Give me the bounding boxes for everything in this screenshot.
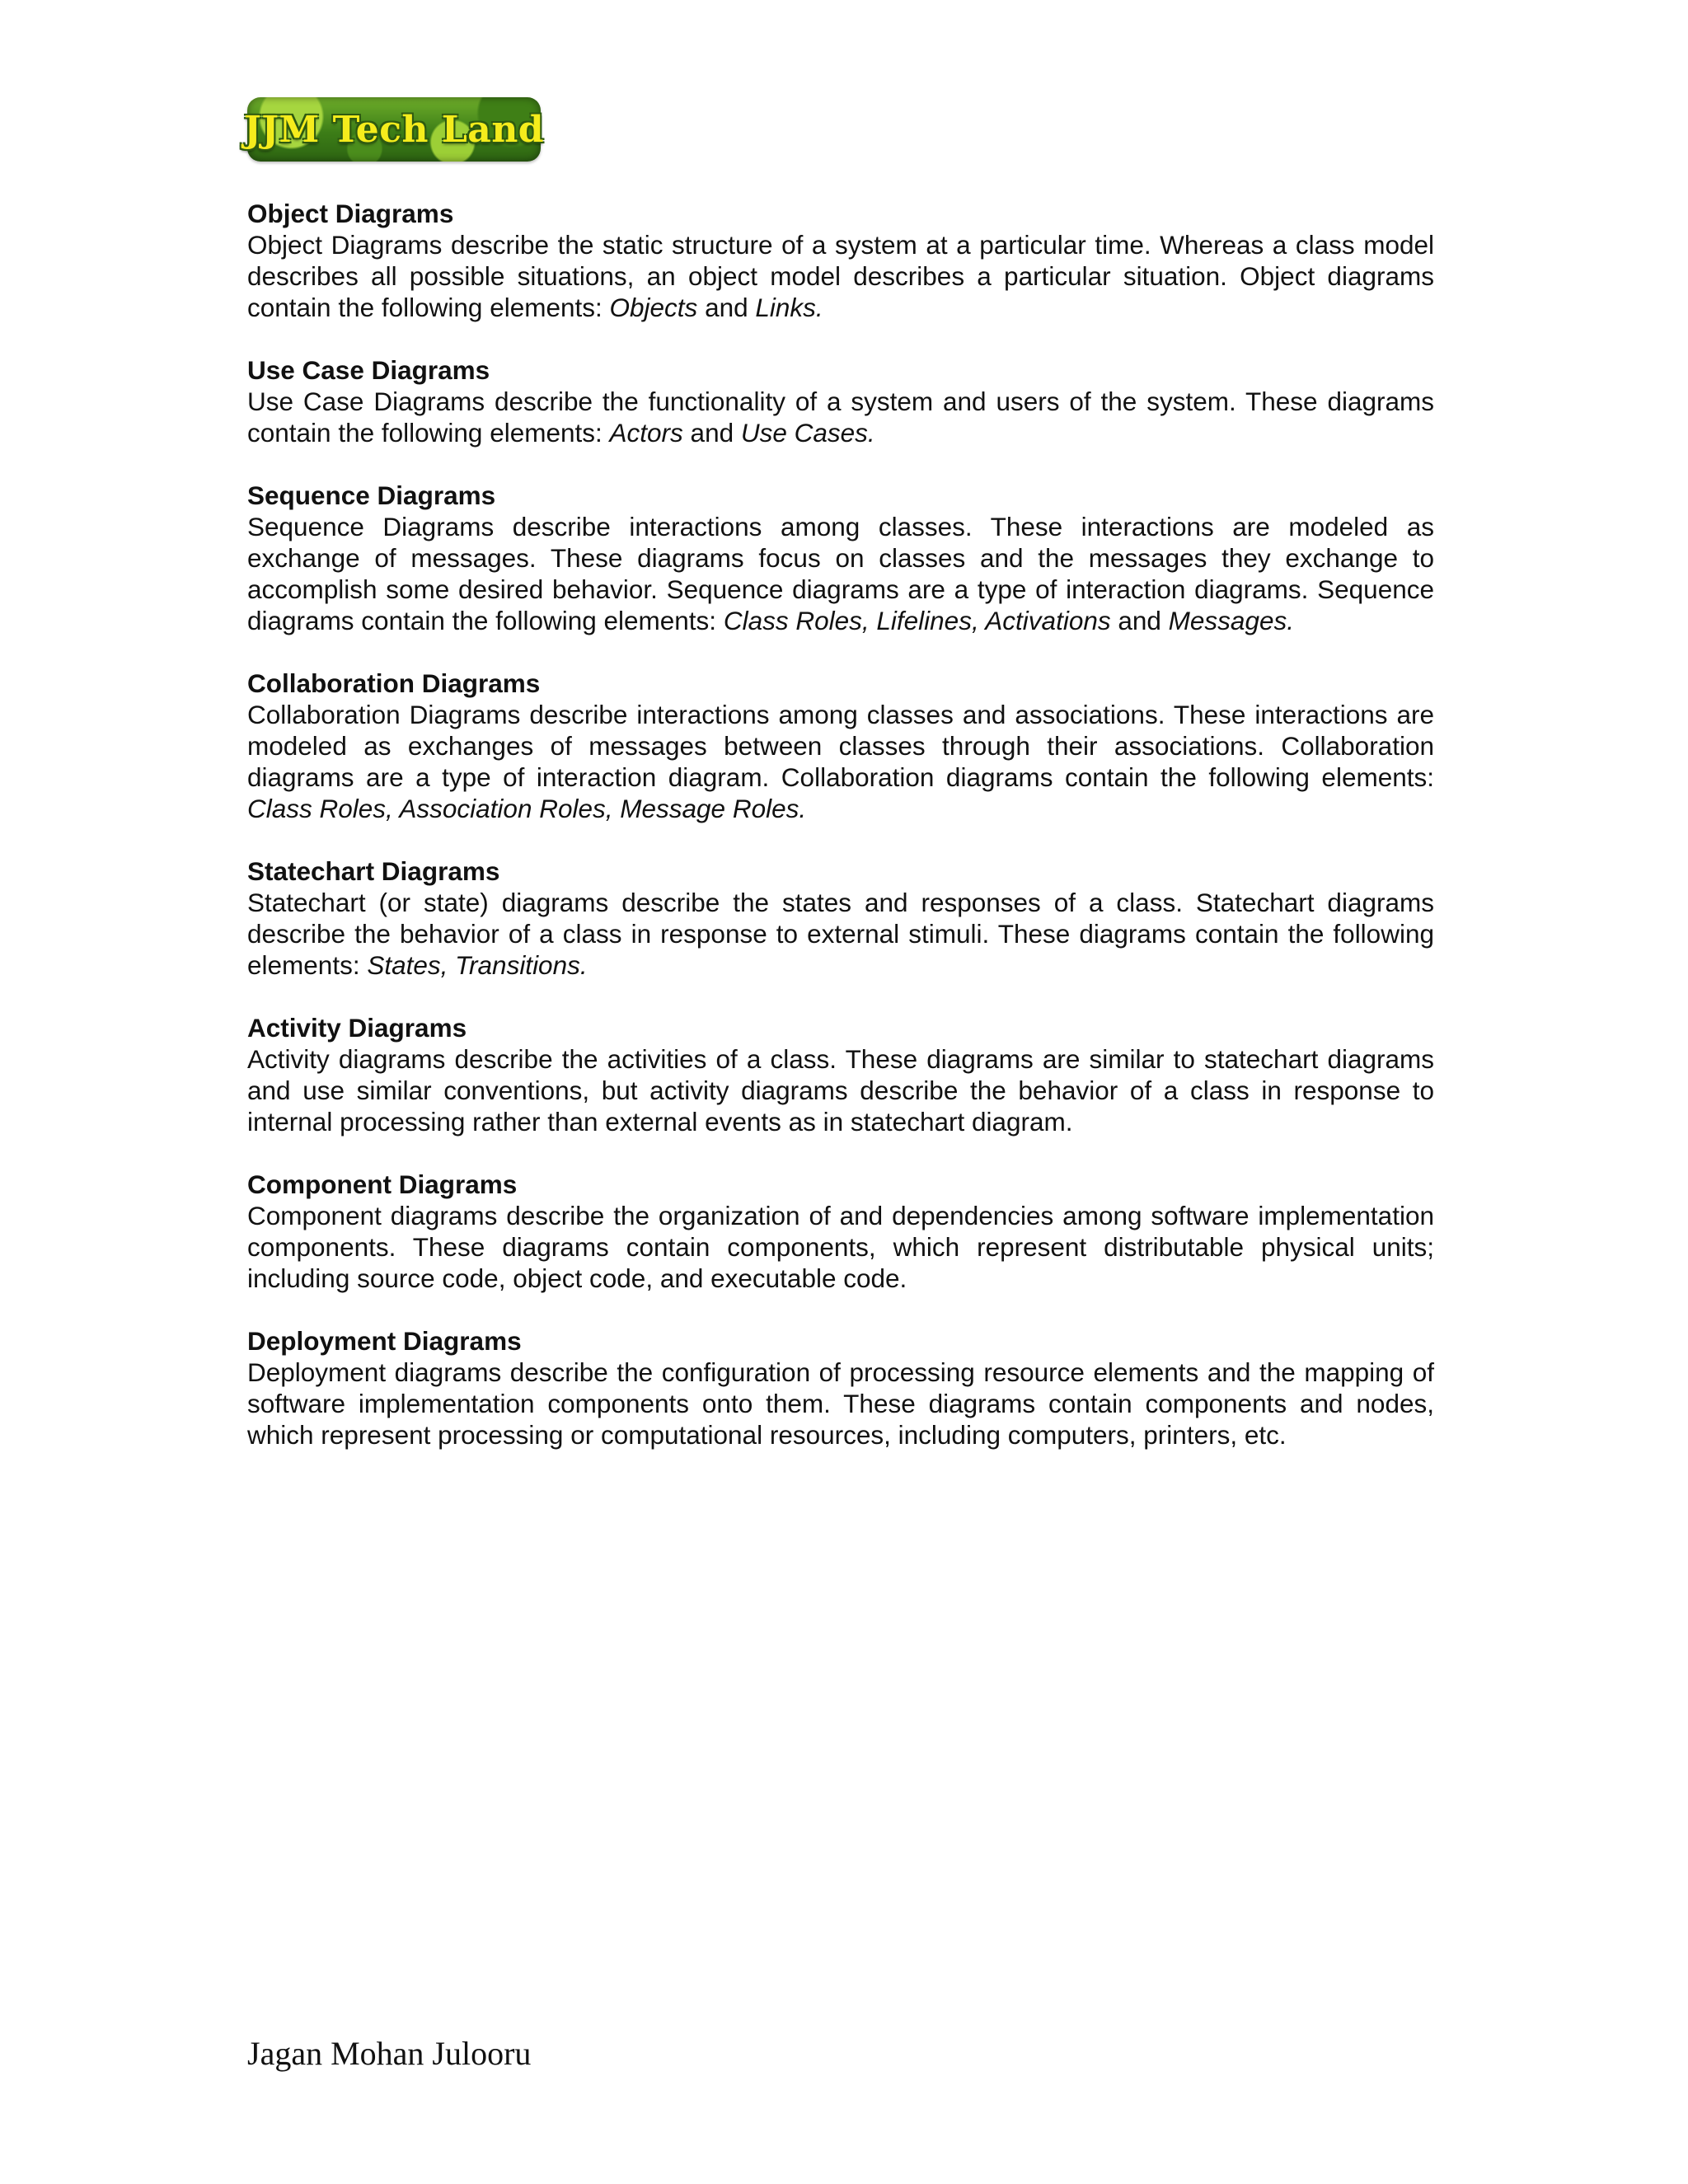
body-text: Component diagrams describe the organization of and dependencies among software implementation components. These diagrams contain components, which represent distributable physical units; including source code, object code, and executable code. xyxy=(247,1201,1434,1293)
body-emphasis: Objects xyxy=(609,293,698,322)
section-deployment-diagrams xyxy=(247,1325,1434,1451)
body-text: and xyxy=(1110,606,1169,635)
section-heading: Collaboration Diagrams xyxy=(247,668,541,698)
section-body xyxy=(247,386,1434,448)
section-heading: Component Diagrams xyxy=(247,1169,518,1199)
body-emphasis: Actors xyxy=(609,418,683,448)
logo xyxy=(243,97,545,162)
body-text: and xyxy=(682,418,741,448)
body-text: Object Diagrams describe the static structure of a system at a particular time. Whereas a class model describes all possible situations, an object model describes a particular situation. Object diagrams contain the following elements: xyxy=(247,230,1434,322)
body-text: Sequence Diagrams describe interactions among classes. These interactions are modeled as exchange of messages. These diagrams focus on classes and the messages they exchange to accomplish some desired behavior. Sequence diagrams are a type of interaction diagrams. Sequence diagrams contain the following elements: xyxy=(247,512,1434,635)
section-body xyxy=(247,1357,1434,1451)
document-content xyxy=(247,198,1434,1482)
body-emphasis: Use Cases. xyxy=(740,418,875,448)
section-body xyxy=(247,511,1434,636)
body-text: and xyxy=(697,293,756,322)
body-text: Use Case Diagrams describe the functionality of a system and users of the system. These diagrams contain the following elements: xyxy=(247,387,1434,448)
section-statechart-diagrams xyxy=(247,855,1434,981)
body-text: Statechart (or state) diagrams describe the states and responses of a class. Statechart diagrams describe the behavior of a class in response to external stimuli. These diagrams contain the following elements: xyxy=(247,888,1434,980)
body-text: Deployment diagrams describe the configuration of processing resource elements and the mapping of software implementation components onto them. These diagrams contain components and nodes, which represent processing or computational resources, including computers, printers, etc. xyxy=(247,1357,1434,1450)
section-heading: Activity Diagrams xyxy=(247,1013,467,1043)
body-emphasis: Class Roles, Association Roles, Message Roles. xyxy=(247,794,807,823)
section-body xyxy=(247,887,1434,981)
section-body xyxy=(247,699,1434,824)
section-heading: Object Diagrams xyxy=(247,199,454,228)
body-text: Collaboration Diagrams describe interactions among classes and associations. These interactions are modeled as exchanges of messages between classes through their associations. Collaboration diagrams are a type of interaction diagram. Collaboration diagrams contain the following elements: xyxy=(247,700,1434,792)
section-activity-diagrams xyxy=(247,1012,1434,1137)
body-text: Activity diagrams describe the activities of a class. These diagrams are similar to statechart diagrams and use similar conventions, but activity diagrams describe the behavior of a class in response to internal processing rather than external events as in statechart diagram. xyxy=(247,1044,1434,1137)
section-heading: Deployment Diagrams xyxy=(247,1326,522,1356)
section-heading: Statechart Diagrams xyxy=(247,856,500,886)
section-collaboration-diagrams xyxy=(247,668,1434,824)
section-object-diagrams xyxy=(247,198,1434,323)
body-emphasis: Messages. xyxy=(1168,606,1294,635)
footer-author: Jagan Mohan Julooru xyxy=(247,2035,532,2072)
section-heading: Use Case Diagrams xyxy=(247,355,490,385)
section-component-diagrams xyxy=(247,1169,1434,1294)
body-emphasis: Class Roles, Lifelines, Activations xyxy=(723,606,1111,635)
logo-text: JJM Tech Land xyxy=(243,108,545,151)
section-body xyxy=(247,229,1434,323)
section-heading: Sequence Diagrams xyxy=(247,480,496,510)
body-emphasis: Links. xyxy=(755,293,823,322)
section-sequence-diagrams xyxy=(247,480,1434,636)
section-body xyxy=(247,1200,1434,1294)
section-body xyxy=(247,1043,1434,1137)
section-use-case-diagrams xyxy=(247,354,1434,448)
body-emphasis: States, Transitions. xyxy=(367,950,588,980)
